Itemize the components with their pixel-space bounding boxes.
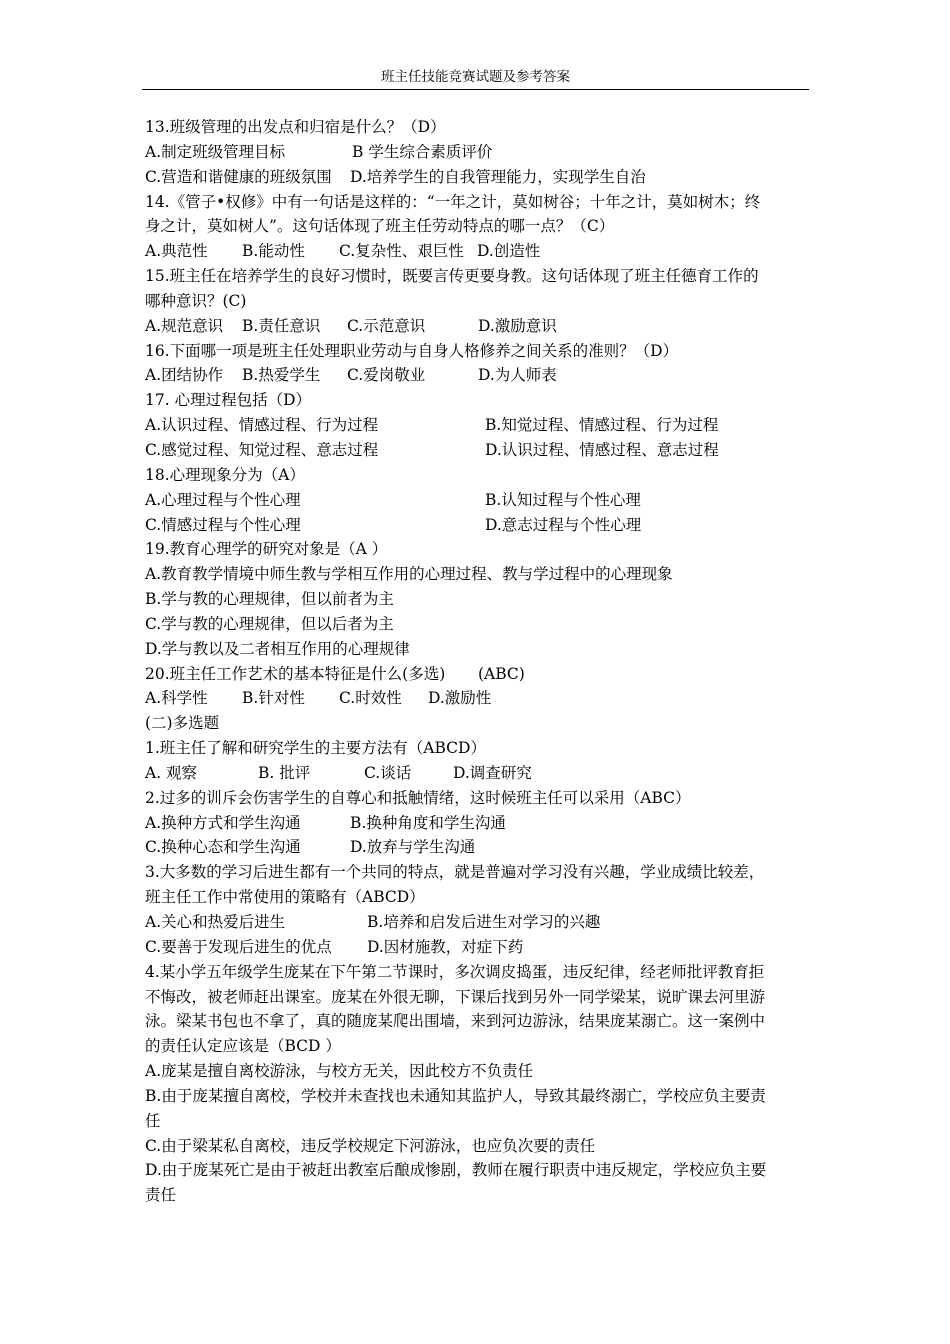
- text-segment: C.情感过程与个性心理: [145, 515, 301, 534]
- text-line: [145, 1084, 810, 1109]
- text-line: [145, 686, 810, 711]
- text-segment: B. 批评: [258, 763, 311, 782]
- text-segment: 13.班级管理的出发点和归宿是什么？（D）: [145, 118, 446, 136]
- text-segment: D.为人师表: [478, 366, 557, 385]
- text-segment: (二)多选题: [145, 714, 220, 733]
- text-line: [145, 1009, 810, 1034]
- text-line: [145, 885, 810, 910]
- text-line: [145, 438, 810, 463]
- text-segment: C.复杂性、艰巨性: [339, 242, 464, 261]
- text-line: [145, 1134, 810, 1159]
- text-line: [145, 339, 810, 364]
- text-segment: A.规范意识: [145, 316, 224, 335]
- text-segment: C.时效性: [339, 689, 402, 708]
- page-header: [142, 70, 809, 90]
- text-segment: C.谈话: [364, 763, 412, 782]
- text-segment: C.爱岗敬业: [347, 366, 426, 385]
- text-line: [145, 811, 810, 836]
- text-segment: B.知觉过程、情感过程、行为过程: [485, 416, 719, 435]
- text-segment: 班主任工作中常使用的策略有（ABCD）: [145, 888, 425, 907]
- text-line: [145, 165, 810, 190]
- text-line: [145, 1109, 810, 1134]
- text-segment: B.针对性: [242, 689, 305, 708]
- text-line: [145, 910, 810, 935]
- text-segment: 任: [145, 1111, 161, 1130]
- text-segment: C.感觉过程、知觉过程、意志过程: [145, 440, 379, 459]
- text-segment: B.热爱学生: [242, 366, 321, 385]
- text-segment: C.要善于发现后进生的优点: [145, 937, 332, 956]
- text-line: [145, 835, 810, 860]
- text-line: [145, 612, 810, 637]
- text-segment: 17. 心理过程包括（D）: [145, 391, 312, 410]
- text-line: [145, 637, 810, 662]
- text-segment: 3.大多数的学习后进生都有一个共同的特点，就是普遍对学习没有兴趣，学业成绩比较差，: [145, 863, 765, 882]
- text-segment: A. 观察: [145, 763, 198, 782]
- text-segment: B.学与教的心理规律，但以前者为主: [145, 590, 394, 609]
- text-line: [145, 214, 810, 239]
- text-segment: 19.教育心理学的研究对象是（A ）: [145, 540, 388, 559]
- text-segment: B.培养和启发后进生对学习的兴趣: [367, 913, 601, 931]
- text-segment: 泳。梁某书包也不拿了，真的随庞某爬出围墙，来到河边游泳，结果庞某溺亡。这一案例中: [145, 1012, 766, 1031]
- text-line: [145, 662, 810, 687]
- text-segment: D.创造性: [477, 242, 541, 261]
- text-segment: D.激励性: [428, 689, 492, 708]
- text-line: [145, 1059, 810, 1084]
- text-segment: 14.《管子•权修》中有一句话是这样的：“一年之计，莫如树谷；十年之计，莫如树木；终: [145, 192, 761, 211]
- text-line: [145, 463, 810, 488]
- text-segment: D.认识过程、情感过程、意志过程: [485, 440, 719, 459]
- text-line: [145, 537, 810, 562]
- text-segment: A.科学性: [145, 689, 208, 708]
- text-segment: B.认知过程与个性心理: [485, 490, 641, 509]
- text-line: [145, 935, 810, 960]
- text-line: [145, 736, 810, 761]
- text-segment: 责任: [145, 1186, 177, 1205]
- text-segment: 15.班主任在培养学生的良好习惯时，既要言传更要身教。这句话体现了班主任德育工作的: [145, 267, 759, 286]
- text-segment: 4.某小学五年级学生庞某在下午第二节课时，多次调皮捣蛋，违反纪律，经老师批评教育拒: [145, 962, 765, 981]
- text-line: [145, 860, 810, 885]
- text-segment: A.庞某是擅自离校游泳，与校方无关，因此校方不负责任: [145, 1062, 534, 1081]
- text-segment: A.制定班级管理目标: [145, 142, 286, 161]
- header-title: 班主任技能竞赛试题及参考答案: [381, 69, 570, 85]
- text-line: [145, 562, 810, 587]
- text-segment: 20.班主任工作艺术的基本特征是什么(多选): [145, 664, 446, 683]
- text-line: [145, 1158, 810, 1183]
- text-segment: D.学与教以及二者相互作用的心理规律: [145, 639, 410, 658]
- text-line: [145, 140, 810, 165]
- text-segment: D.因材施教，对症下药: [367, 937, 524, 956]
- text-segment: 身之计，莫如树人”。这句话体现了班主任劳动特点的哪一点？（C）: [145, 217, 615, 236]
- text-segment: 不悔改，被老师赶出课室。庞某在外很无聊，下课后找到另外一同学梁某，说旷课去河里游: [145, 987, 766, 1006]
- text-segment: (ABC): [478, 664, 525, 683]
- text-line: [145, 314, 810, 339]
- text-segment: D.意志过程与个性心理: [485, 515, 642, 534]
- text-line: [145, 413, 810, 438]
- text-line: [145, 985, 810, 1010]
- text-segment: B.能动性: [242, 242, 305, 261]
- text-line: [145, 761, 810, 786]
- text-segment: D.放弃与学生沟通: [350, 838, 476, 857]
- text-segment: A.关心和热爱后进生: [145, 913, 286, 931]
- text-segment: C.学与教的心理规律，但以后者为主: [145, 614, 394, 633]
- text-segment: 18.心理现象分为（A）: [145, 465, 305, 484]
- text-segment: D.调查研究: [453, 763, 532, 782]
- text-segment: C.换种心态和学生沟通: [145, 838, 301, 857]
- text-segment: C.营造和谐健康的班级氛围: [145, 167, 332, 186]
- text-segment: C.由于梁某私自离校，违反学校规定下河游泳，也应负次要的责任: [145, 1136, 596, 1155]
- text-segment: B.由于庞某擅自离校，学校并未查找也未通知其监护人，导致其最终溺亡，学校应负主要责: [145, 1086, 766, 1105]
- text-segment: A.团结协作: [145, 366, 224, 385]
- text-line: [145, 960, 810, 985]
- text-segment: D.激励意识: [478, 316, 557, 335]
- text-segment: D.由于庞某死亡是由于被赶出教室后酿成惨剧，教师在履行职责中违反规定，学校应负主要: [145, 1161, 767, 1180]
- text-line: [145, 115, 810, 140]
- text-line: [145, 1183, 810, 1208]
- text-segment: B.换种角度和学生沟通: [350, 813, 506, 832]
- text-segment: 1.班主任了解和研究学生的主要方法有（ABCD）: [145, 739, 486, 758]
- text-segment: A.认识过程、情感过程、行为过程: [145, 416, 379, 435]
- text-line: [145, 587, 810, 612]
- text-segment: B 学生综合素质评价: [352, 142, 493, 161]
- text-line: [145, 190, 810, 215]
- text-line: [145, 388, 810, 413]
- text-line: [145, 711, 810, 736]
- text-segment: A.心理过程与个性心理: [145, 490, 301, 509]
- text-segment: B.责任意识: [242, 316, 321, 335]
- text-segment: A.换种方式和学生沟通: [145, 813, 301, 832]
- text-segment: D.培养学生的自我管理能力，实现学生自治: [350, 167, 646, 186]
- text-line: [145, 239, 810, 264]
- text-segment: 2.过多的训斥会伤害学生的自尊心和抵触情绪，这时候班主任可以采用（ABC）: [145, 788, 691, 807]
- text-segment: A.教育教学情境中师生教与学相互作用的心理过程、教与学过程中的心理现象: [145, 565, 673, 584]
- text-segment: 16.下面哪一项是班主任处理职业劳动与自身人格修养之间关系的准则？（D）: [145, 341, 679, 360]
- text-segment: 哪种意识？(C): [145, 291, 247, 310]
- text-line: [145, 513, 810, 538]
- text-line: [145, 1034, 810, 1059]
- text-line: [145, 488, 810, 513]
- text-line: [145, 264, 810, 289]
- text-segment: 的责任认定应该是（BCD ）: [145, 1037, 341, 1056]
- text-segment: C.示范意识: [347, 316, 426, 335]
- text-segment: A.典范性: [145, 242, 208, 261]
- text-line: [145, 363, 810, 388]
- document-body: [145, 115, 810, 1208]
- text-line: [145, 289, 810, 314]
- text-line: [145, 786, 810, 811]
